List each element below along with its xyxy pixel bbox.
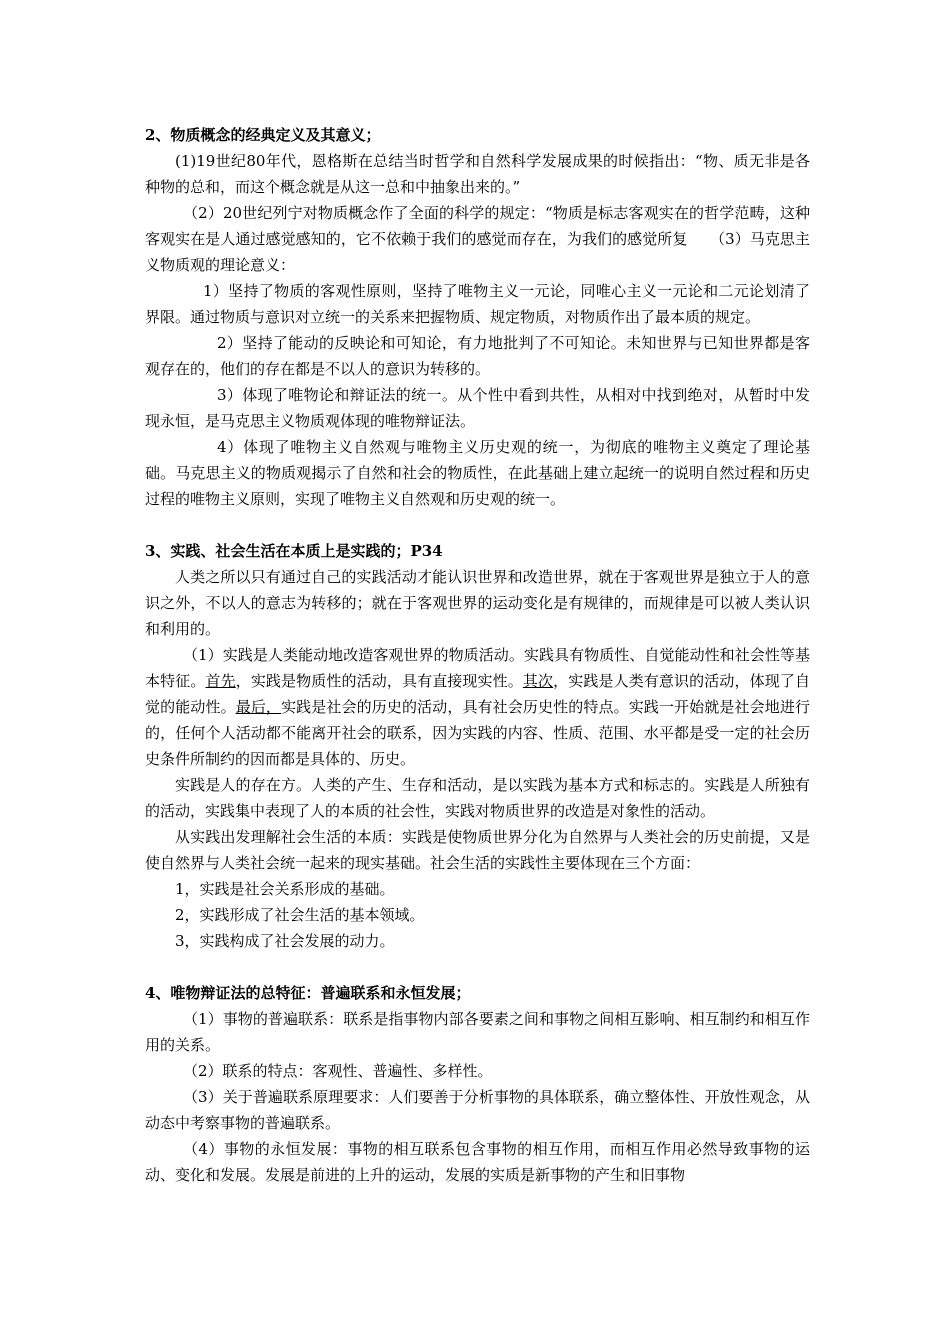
section-3-paragraph: （1）实践是人类能动地改造客观世界的物质活动。实践具有物质性、自觉能动性和社会性等基本特征。首先，实践是物质性的活动，具有直接现实性。其次，实践是人类有意识的活动，体现了自觉的能动性。最后，实践是社会的历史的活动，具有社会历史性的特点。实践一开始就是社会地进行的，任何个人活动都不能离开社会的联系，因为实践的内容、性质、范围、水平都是受一定的社会历史条件所制约的因而都是具体的、历史。 (145, 646, 810, 768)
section-2-paragraph: 3）体现了唯物论和辩证法的统一。从个性中看到共性，从相对中找到绝对，从暂时中发现永恒，是马克思主义物质观体现的唯物辩证法。 (145, 386, 810, 430)
document-page (145, 122, 810, 1188)
list-item: 2，实践形成了社会生活的基本领域。 (175, 906, 425, 924)
underlined-term: 最后， (235, 698, 282, 716)
section-4-paragraph: （1）事物的普遍联系：联系是指事物内部各要素之间和事物之间相互影响、相互制约和相互作用的关系。 (145, 1010, 810, 1054)
section-2-paragraph: 2）坚持了能动的反映论和可知论，有力地批判了不可知论。未知世界与已知世界都是客观存在的，他们的存在都是不以人的意识为转移的。 (145, 334, 810, 378)
section-4-paragraph: （2）联系的特点：客观性、普遍性、多样性。 (183, 1062, 493, 1080)
section-3-paragraph: 人类之所以只有通过自己的实践活动才能认识世界和改造世界，就在于客观世界是独立于人的意识之外，不以人的意志为转移的；就在于客观世界的运动变化是有规律的，而规律是可以被人类认识和利用的。 (145, 568, 810, 638)
section-4-heading: 4、唯物辩证法的总特征：普遍联系和永恒发展； (145, 984, 471, 1002)
section-2-paragraph: 4）体现了唯物主义自然观与唯物主义历史观的统一，为彻底的唯物主义奠定了理论基础。马克思主义的物质观揭示了自然和社会的物质性，在此基础上建立起统一的说明自然过程和历史过程的唯物主义原则，实现了唯物主义自然观和历史观的统一。 (145, 438, 810, 508)
section-2-paragraph: (1)19世纪80年代，恩格斯在总结当时哲学和自然科学发展成果的时候指出：“物、质无非是各种物的总和，而这个概念就是从这一总和中抽象出来的。” (145, 152, 811, 196)
section-3-heading: 3、实践、社会生活在本质上是实践的；P34 (145, 542, 443, 560)
section-4-paragraph: （4）事物的永恒发展：事物的相互联系包含事物的相互作用，而相互作用必然导致事物的运动、变化和发展。发展是前进的上升的运动，发展的实质是新事物的产生和旧事物 (145, 1140, 810, 1184)
section-2-heading: 2、物质概念的经典定义及其意义； (145, 126, 381, 144)
spacer (145, 512, 810, 538)
section-2-paragraph: 1）坚持了物质的客观性原则，坚持了唯物主义一元论，同唯心主义一元论和二元论划清了界限。通过物质与意识对立统一的关系来把握物质、规定物质，对物质作出了最本质的规定。 (145, 282, 810, 326)
underlined-term: 首先 (205, 672, 236, 690)
spacer (145, 954, 810, 980)
underlined-term: 其次 (522, 672, 554, 690)
section-4-paragraph: （3）关于普遍联系原理要求：人们要善于分析事物的具体联系，确立整体性、开放性观念，从动态中考察事物的普遍联系。 (145, 1088, 810, 1132)
list-item: 1，实践是社会关系形成的基础。 (175, 880, 395, 898)
section-3-paragraph: 从实践出发理解社会生活的本质：实践是使物质世界分化为自然界与人类社会的历史前提，又是使自然界与人类社会统一起来的现实基础。社会生活的实践性主要体现在三个方面： (145, 828, 810, 872)
section-3-paragraph: 实践是人的存在方。人类的产生、生存和活动，是以实践为基本方式和标志的。实践是人所独有的活动，实践集中表现了人的本质的社会性，实践对物质世界的改造是对象性的活动。 (145, 776, 810, 820)
list-item: 3，实践构成了社会发展的动力。 (175, 932, 395, 950)
section-2-paragraph: （2）20世纪列宁对物质概念作了全面的科学的规定：“物质是标志客观实在的哲学范畴，这种客观实在是人通过感觉感知的，它不依赖于我们的感觉而存在，为我们的感觉所复 （3）马克思主义物质观的理论意义： (145, 204, 810, 274)
